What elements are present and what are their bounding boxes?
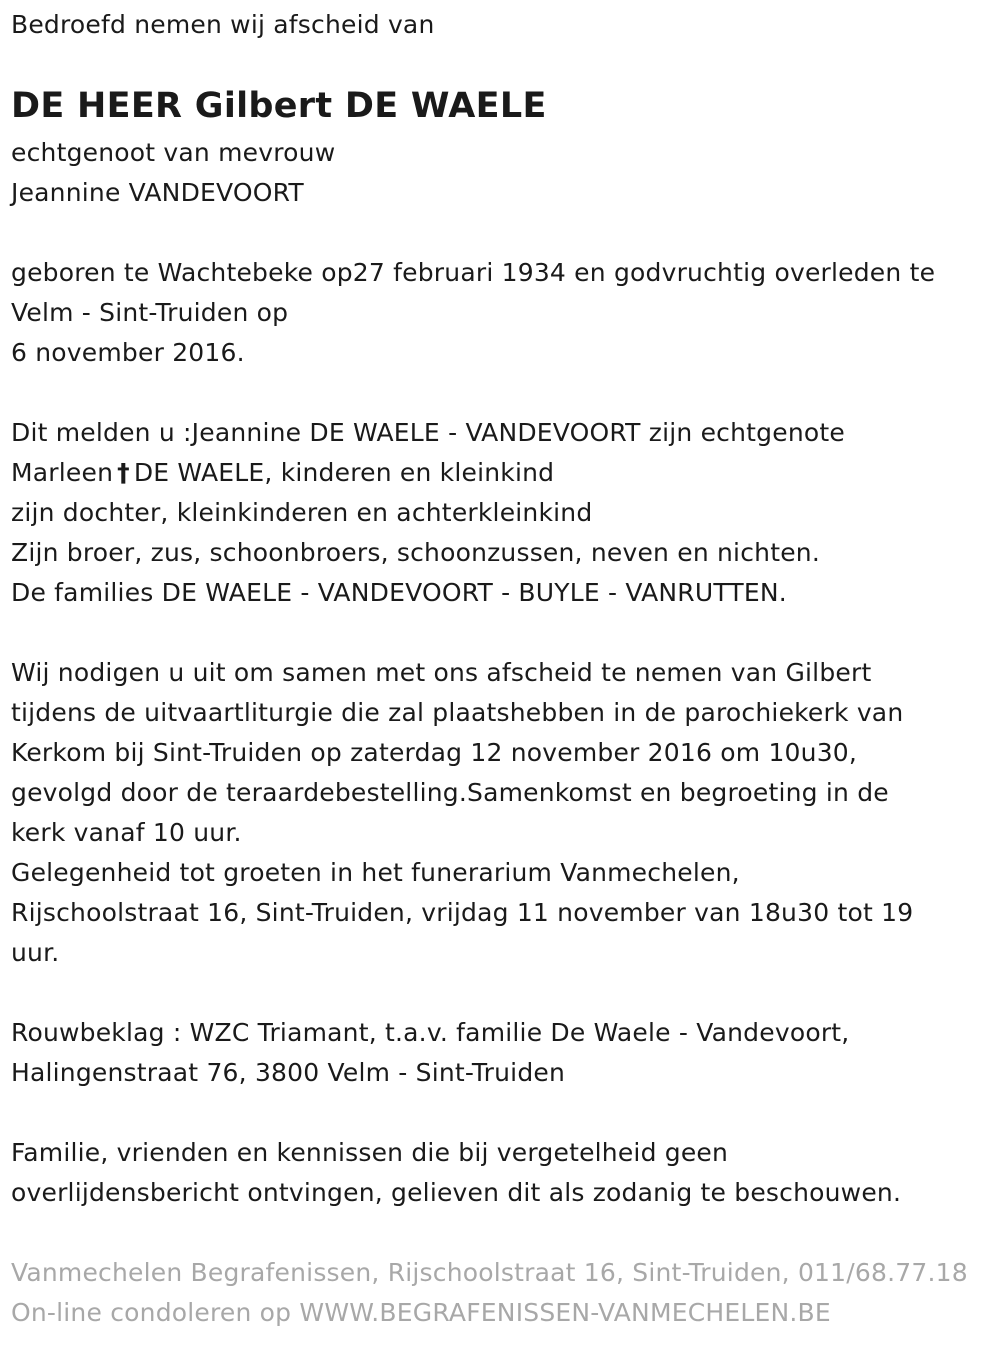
notice-line: Familie, vrienden en kennissen die bij vergetelheid geen	[11, 1138, 729, 1167]
cross-icon: †	[117, 458, 130, 487]
birth-death-block	[11, 253, 935, 373]
notice-block	[11, 1133, 901, 1213]
viewing-line: uur.	[11, 938, 60, 967]
deceased-name: DE HEER Gilbert DE WAELE	[11, 86, 547, 126]
service-line: Wij nodigen u uit om samen met ons afscheid te nemen van Gilbert	[11, 658, 872, 687]
family-block	[11, 413, 845, 613]
family-line: zijn dochter, kleinkinderen en achterkleinkind	[11, 498, 593, 527]
family-line-part: DE WAELE, kinderen en kleinkind	[133, 458, 555, 487]
condolence-block	[11, 1013, 849, 1093]
notice-line: overlijdensbericht ontvingen, gelieven dit als zodanig te beschouwen.	[11, 1178, 902, 1207]
service-line: kerk vanaf 10 uur.	[11, 818, 242, 847]
spouse-block	[11, 133, 335, 213]
service-line: gevolgd door de teraardebestelling.Samenkomst en begroeting in de	[11, 778, 889, 807]
viewing-line: Rijschoolstraat 16, Sint-Truiden, vrijdag 11 november van 18u30 tot 19	[11, 898, 914, 927]
funeral-home-contact: Vanmechelen Begrafenissen, Rijschoolstraat 16, Sint-Truiden, 011/68.77.18	[11, 1258, 968, 1287]
service-block	[11, 653, 913, 973]
family-line	[11, 453, 845, 493]
spouse-name: Jeannine VANDEVOORT	[11, 178, 304, 207]
death-place-line: Velm - Sint-Truiden op	[11, 298, 289, 327]
online-condolence-line: On-line condoleren op WWW.BEGRAFENISSEN-VANMECHELEN.BE	[11, 1298, 831, 1327]
birth-line: geboren te Wachtebeke op27 februari 1934 en godvruchtig overleden te	[11, 258, 936, 287]
condolence-line: Rouwbeklag : WZC Triamant, t.a.v. familie De Waele - Vandevoort,	[11, 1018, 850, 1047]
family-line-part: Marleen	[11, 458, 114, 487]
spouse-line: echtgenoot van mevrouw	[11, 138, 336, 167]
service-line: Kerkom bij Sint-Truiden op zaterdag 12 november 2016 om 10u30,	[11, 738, 858, 767]
family-line: Dit melden u :Jeannine DE WAELE - VANDEVOORT zijn echtgenote	[11, 418, 845, 447]
family-line: Zijn broer, zus, schoonbroers, schoonzussen, neven en nichten.	[11, 538, 820, 567]
death-date-line: 6 november 2016.	[11, 338, 245, 367]
viewing-line: Gelegenheid tot groeten in het funerarium Vanmechelen,	[11, 858, 740, 887]
intro-text: Bedroefd nemen wij afscheid van	[11, 10, 435, 39]
footer	[11, 1253, 968, 1333]
condolence-address: Halingenstraat 76, 3800 Velm - Sint-Truiden	[11, 1058, 566, 1087]
family-line: De families DE WAELE - VANDEVOORT - BUYLE - VANRUTTEN.	[11, 578, 787, 607]
service-line: tijdens de uitvaartliturgie die zal plaatshebben in de parochiekerk van	[11, 698, 904, 727]
